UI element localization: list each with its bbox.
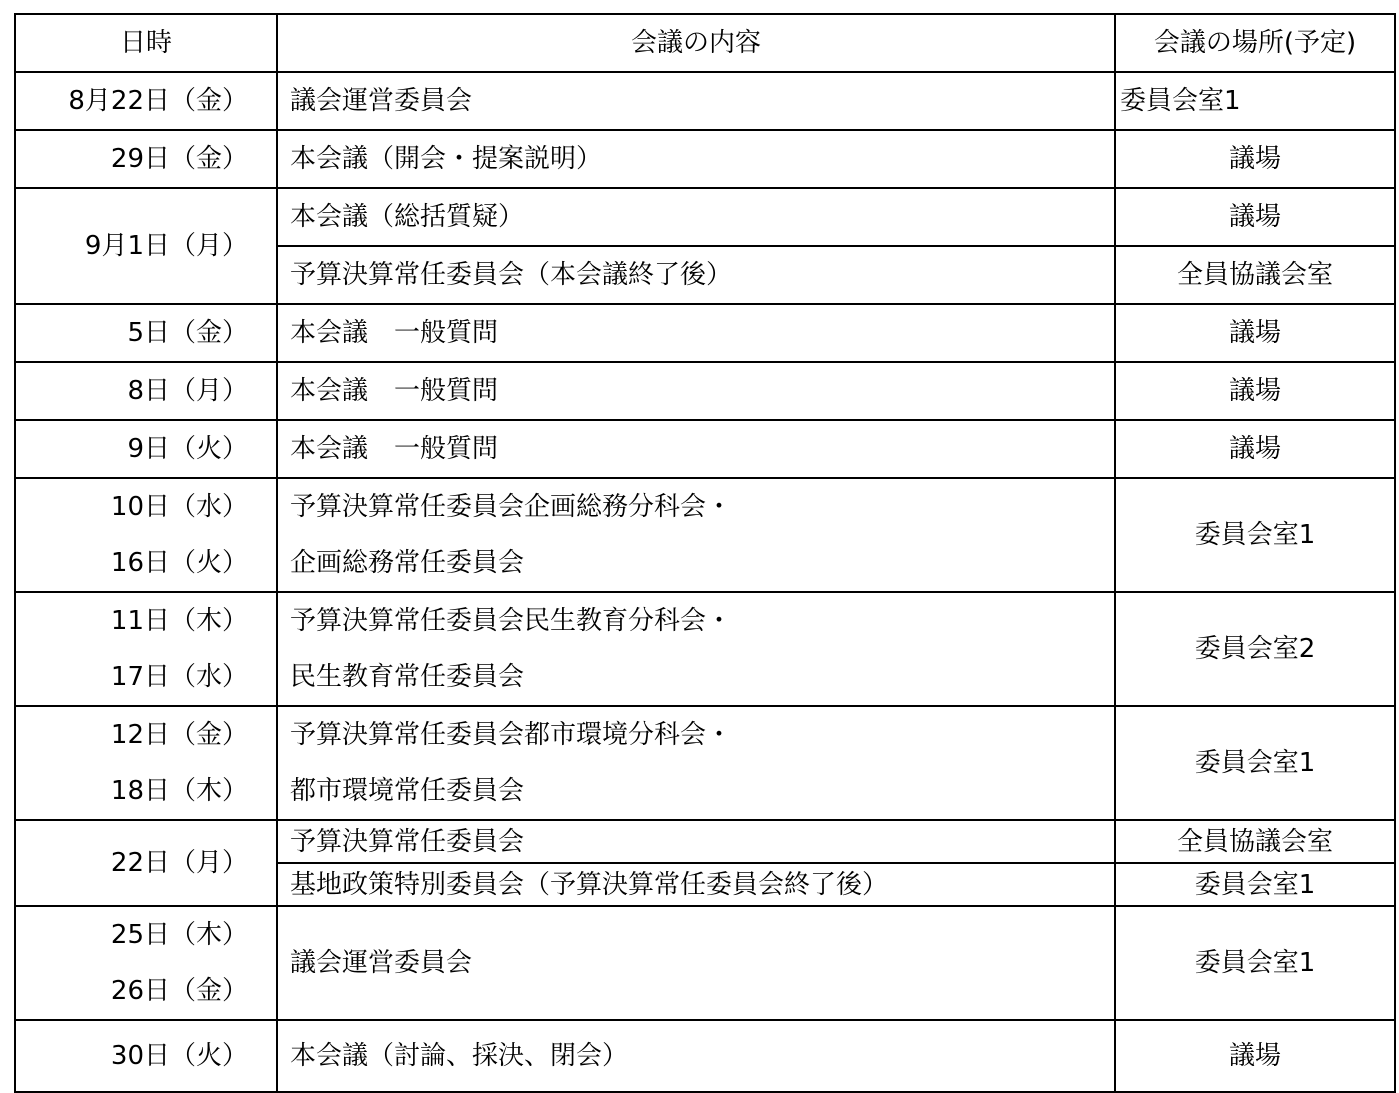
content-text: 本会議（総括質疑） bbox=[290, 202, 525, 232]
content-cell bbox=[277, 592, 1115, 706]
place-cell: 議場 bbox=[1115, 188, 1395, 246]
content-text: 予算決算常任委員会民生教育分科会・ bbox=[290, 606, 733, 636]
content-text: 予算決算常任委員会都市環境分科会・ bbox=[290, 720, 733, 750]
table-row bbox=[15, 188, 1395, 246]
table-row bbox=[15, 478, 1395, 592]
date-text: 25日（木） bbox=[110, 920, 248, 950]
content-cell bbox=[277, 906, 1115, 1020]
date-cell bbox=[15, 478, 277, 592]
content-cell bbox=[277, 246, 1115, 304]
date-cell bbox=[15, 706, 277, 820]
content-cell bbox=[277, 304, 1115, 362]
place-cell: 議場 bbox=[1115, 420, 1395, 478]
header-date: 日時 bbox=[15, 14, 277, 72]
date-text: 26日（金） bbox=[110, 976, 248, 1006]
header-place: 会議の場所(予定) bbox=[1115, 14, 1395, 72]
date-text: 9月1日（月） bbox=[84, 231, 248, 261]
content-text: 基地政策特別委員会（予算決算常任委員会終了後） bbox=[290, 869, 889, 900]
content-text: 本会議 一般質問 bbox=[290, 318, 499, 348]
content-text: 都市環境常任委員会 bbox=[290, 776, 525, 806]
table-row bbox=[15, 130, 1395, 188]
place-cell: 委員会室1 bbox=[1115, 863, 1395, 906]
content-cell bbox=[277, 863, 1115, 906]
content-text: 予算決算常任委員会 bbox=[290, 826, 525, 857]
date-cell bbox=[15, 1020, 277, 1092]
content-text: 本会議（討論、採決、閉会） bbox=[290, 1041, 629, 1071]
date-cell bbox=[15, 592, 277, 706]
place-cell: 議場 bbox=[1115, 130, 1395, 188]
content-cell bbox=[277, 362, 1115, 420]
place-cell: 委員会室1 bbox=[1115, 706, 1395, 820]
table-row bbox=[15, 906, 1395, 1020]
content-text: 民生教育常任委員会 bbox=[290, 662, 525, 692]
header-row bbox=[15, 14, 1395, 72]
table-row bbox=[15, 420, 1395, 478]
date-text: 11日（木） bbox=[110, 606, 248, 636]
place-cell: 議場 bbox=[1115, 304, 1395, 362]
header-content: 会議の内容 bbox=[277, 14, 1115, 72]
date-text: 8月22日（金） bbox=[68, 86, 248, 116]
table-row bbox=[15, 72, 1395, 130]
place-cell: 委員会室2 bbox=[1115, 592, 1395, 706]
date-text: 10日（水） bbox=[110, 492, 248, 522]
place-cell: 委員会室1 bbox=[1115, 478, 1395, 592]
date-cell bbox=[15, 188, 277, 304]
content-cell bbox=[277, 420, 1115, 478]
content-text: 予算決算常任委員会企画総務分科会・ bbox=[290, 492, 733, 522]
content-cell bbox=[277, 706, 1115, 820]
table-row bbox=[15, 592, 1395, 706]
place-cell: 全員協議会室 bbox=[1115, 246, 1395, 304]
date-cell bbox=[15, 906, 277, 1020]
date-cell bbox=[15, 362, 277, 420]
content-text: 本会議（開会・提案説明） bbox=[290, 144, 603, 174]
place-cell: 議場 bbox=[1115, 362, 1395, 420]
place-cell: 委員会室1 bbox=[1115, 906, 1395, 1020]
date-text: 29日（金） bbox=[110, 144, 248, 174]
date-text: 30日（火） bbox=[110, 1041, 248, 1071]
date-cell bbox=[15, 72, 277, 130]
date-cell bbox=[15, 130, 277, 188]
table-row bbox=[15, 706, 1395, 820]
content-text: 本会議 一般質問 bbox=[290, 376, 499, 406]
place-cell: 全員協議会室 bbox=[1115, 820, 1395, 863]
table-row bbox=[15, 362, 1395, 420]
date-text: 22日（月） bbox=[110, 848, 248, 878]
date-text: 16日（火） bbox=[110, 548, 248, 578]
content-cell bbox=[277, 72, 1115, 130]
date-cell bbox=[15, 820, 277, 906]
table-row bbox=[15, 820, 1395, 863]
content-cell bbox=[277, 188, 1115, 246]
content-cell bbox=[277, 1020, 1115, 1092]
content-text: 議会運営委員会 bbox=[290, 86, 473, 116]
place-cell: 議場 bbox=[1115, 1020, 1395, 1092]
meeting-schedule-table bbox=[14, 13, 1396, 1093]
date-text: 18日（木） bbox=[110, 776, 248, 806]
date-cell bbox=[15, 420, 277, 478]
content-cell bbox=[277, 130, 1115, 188]
content-cell bbox=[277, 478, 1115, 592]
content-text: 議会運営委員会 bbox=[290, 948, 473, 978]
date-text: 5日（金） bbox=[127, 318, 248, 348]
date-text: 9日（火） bbox=[127, 434, 248, 464]
table-row bbox=[15, 1020, 1395, 1092]
content-cell bbox=[277, 820, 1115, 863]
content-text: 本会議 一般質問 bbox=[290, 434, 499, 464]
place-cell: 委員会室1 bbox=[1115, 72, 1395, 130]
date-cell bbox=[15, 304, 277, 362]
table-row bbox=[15, 304, 1395, 362]
date-text: 8日（月） bbox=[127, 376, 248, 406]
content-text: 予算決算常任委員会（本会議終了後） bbox=[290, 260, 733, 290]
date-text: 17日（水） bbox=[110, 662, 248, 692]
date-text: 12日（金） bbox=[110, 720, 248, 750]
content-text: 企画総務常任委員会 bbox=[290, 548, 525, 578]
